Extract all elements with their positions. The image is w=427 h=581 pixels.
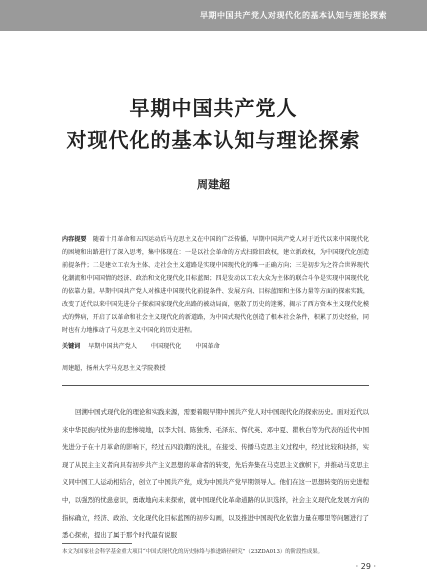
keywords-label: 关键词 [62, 343, 81, 350]
keyword-item: 中国现代化 [150, 343, 182, 350]
paper-title-line1: 早期中国共产党人 [129, 96, 298, 120]
author-name: 周建超 [197, 178, 230, 191]
abstract-text: 随着十月革命和五四运动后马克思主义在中国的广泛传播，早期中国共产党人对于近代以来中国现代化的困境和出路进行了深入思考，集中体现在：一是以社会革命的方式扫除旧政权，建立新政权，为中国现代化创造前提条件；二是建立工农为主体、走社会主义道路是实现中国现代化的唯一正确方向；三是初步为之符合世界现代化潮流和中国国情的经济、政治和文化现代化目标蓝图；四是发动以工农大众为主体的联合斗争是实现中国现代化的依靠力量。早期中国共产党人对推进中国现代化前提条件、发展方向、目标蓝图和主体力量等方面的探索实践，改变了近代以来中国先进分子探索国家现代化出路的被动局面，驱散了历史的迷雾，揭示了西方资本主义现代化模式的弊病，开启了以革命和社会主义现代化的新道路，为中国式现代化创造了根本社会条件，积累了历史经验，同时也有力地推动了马克思主义中国化的历史进程。 [62, 236, 370, 335]
abstract [62, 233, 369, 337]
running-header-bar [0, 0, 427, 31]
footnote-divider [62, 543, 132, 544]
keyword-item: 中国革命 [195, 343, 220, 350]
section-divider [62, 385, 369, 386]
running-header-title: 早期中国共产党人对现代化的基本认知与理论探索 [200, 11, 387, 20]
paper-title-line2: 对现代化的基本认知与理论探索 [66, 128, 361, 152]
page-number: · 29 · [355, 562, 376, 571]
body-paragraph: 回溯中国式现代化的理论和实践来源，需要着眼早期中国共产党人对中国现代化的探索历史。面对近代以来中华民族内忧外患的悲惨境地，以李大钊、陈独秀、毛泽东、恽代英、邓中夏、瞿秋白等为代表的近代中国先进分子在十月革命的影响下，经过五四浪潮的洗礼，在接受、传播马克思主义过程中，经过比较和抉择，实现了从民主主义者向具有初步共产主义思想的革命者的转变，先后奔集在马克思主义旗帜下，并推动马克思主义同中国工人运动相结合，创立了中国共产党，成为中国共产党早期领导人。他们在这一思想转变的历史进程中，以强烈的忧患意识，勇敢地向未来探索，就中国现代化革命道路的认识选择，社会主义现代化发展方向的指标确立，经济、政治、文化现代化目标蓝图的初步勾画，以及推进中国现代化依靠力量在哪里等问题进行了悉心探索，提出了属于那个时代最有说服 [62, 408, 369, 540]
author-affiliation: 周建超，扬州大学马克思主义学院教授 [62, 365, 166, 372]
keywords [62, 340, 369, 353]
funding-footnote: 本文为国家社会科学基金重大项目“中国式现代化的历史脉络与推进路径研究”（23ZDA013）的阶段性成果。 [62, 549, 324, 555]
abstract-label: 内容提要 [62, 236, 87, 243]
keyword-item: 早期中国共产党人 [88, 343, 137, 350]
